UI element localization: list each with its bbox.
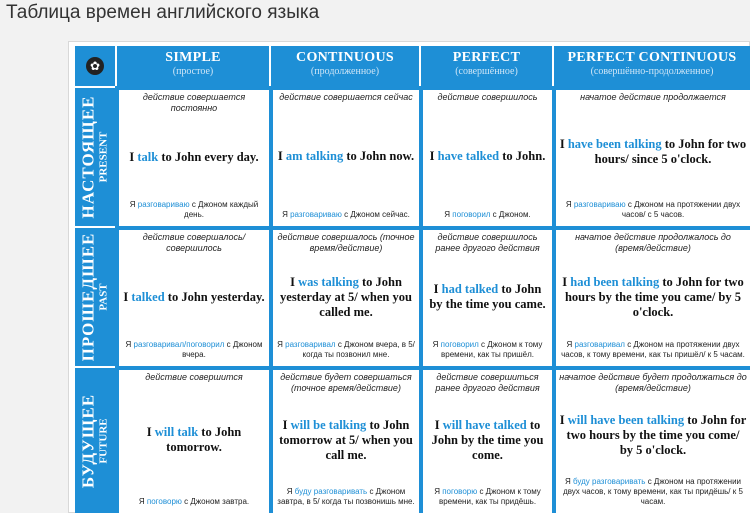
row-title: ПРОШЕДШЕЕ (78, 232, 98, 362)
example-verb: had talked (441, 282, 499, 296)
example-pre: I (562, 274, 571, 289)
usage-note: действие совершается постоянно (142, 92, 246, 113)
example-verb: have been talking (567, 136, 662, 151)
row-subtitle: PRESENT (97, 131, 110, 183)
translation-verb: разговариваю (137, 200, 190, 209)
translation (426, 340, 549, 360)
translation (276, 487, 416, 507)
row-header-present (75, 86, 115, 226)
example-verb: was talking (298, 274, 359, 289)
cell-future-continuous (271, 368, 419, 513)
example-post: to John yesterday at 5/ when you called me. (280, 274, 412, 319)
column-header-perfect-continuous (552, 46, 750, 86)
translation-post: с Джоном сейчас. (341, 210, 410, 219)
row-title: НАСТОЯЩЕЕ (78, 95, 98, 219)
example-verb: talked (131, 289, 165, 304)
row-header-future (75, 366, 115, 513)
example-pre: I (429, 149, 438, 163)
usage-note: действие будет совершаться (точное время/действие) (280, 372, 412, 393)
translation-verb: разговаривал/поговорил (133, 340, 225, 349)
translation-pre: Я (125, 340, 134, 349)
example-post: to John. (499, 149, 546, 163)
translation-post: с Джоном вчера, в 5/ когда ты позвонил мне. (302, 340, 415, 359)
translation (559, 200, 747, 220)
column-subtitle: (продолженное) (310, 66, 380, 77)
usage-note: действие совершиться ранее другого действия (435, 372, 540, 393)
column-header-simple (115, 46, 269, 86)
usage-note: действие совершалось (точное время/действие) (277, 232, 415, 253)
column-subtitle: (совершённое) (455, 66, 518, 77)
column-title: PERFECT (452, 50, 521, 65)
translation-verb: поговорю (442, 487, 478, 496)
translation-post: с Джоном завтра, в 5/ когда ты позвонишь мне. (277, 487, 415, 506)
example-post: to John for two hours by the time you come/ by 5 o'clock. (566, 413, 747, 457)
example-pre: I (277, 149, 286, 163)
translation-pre: Я (286, 487, 295, 496)
translation-verb: буду разговаривать (294, 487, 368, 496)
corner-cell (75, 46, 115, 86)
example-pre: I (559, 413, 568, 427)
translation-post: с Джоном на протяжении двух часов, к тому времени, как ты придёшь/ к 5 часам. (563, 477, 743, 506)
cell-past-continuous (271, 228, 419, 366)
translation (444, 210, 530, 220)
translation-pre: Я (432, 340, 441, 349)
translation-post: с Джоном к тому времени, как ты придёшь. (438, 487, 541, 506)
example-pre: I (434, 418, 443, 432)
translation (139, 497, 249, 507)
column-header-continuous (269, 46, 419, 86)
example-post: to John yesterday. (164, 289, 265, 304)
cell-present-perfect (421, 88, 552, 226)
example-verb: will have been talking (567, 413, 685, 427)
translation-pre: Я (129, 200, 138, 209)
example-sentence (276, 394, 416, 487)
example-sentence (559, 394, 747, 477)
translation-verb: разговариваю (573, 200, 626, 209)
example-sentence (426, 394, 549, 487)
translation-post: с Джоном на протяжении двух часов/ с 5 часов. (621, 200, 741, 219)
translation (122, 200, 266, 220)
example-pre: I (559, 136, 568, 151)
usage-note: начатое действие будет продолжаться до (время/действие) (559, 372, 747, 393)
example-post: to John every day. (158, 149, 259, 164)
usage-note: действие совершалось/совершилось (142, 232, 246, 253)
translation (282, 210, 410, 220)
cell-future-simple (117, 368, 269, 513)
example-post: to John for two hours/ since 5 o'clock. (594, 136, 747, 166)
translation (276, 340, 416, 360)
cell-future-perfect (421, 368, 552, 513)
translation (559, 340, 747, 360)
cell-present-simple (117, 88, 269, 226)
usage-note: действие совершается сейчас (279, 92, 413, 102)
translation-pre: Я (565, 200, 574, 209)
column-title: SIMPLE (165, 50, 221, 65)
example-sentence (559, 254, 747, 340)
row-subtitle: FUTURE (97, 417, 110, 464)
translation-post: с Джоном вчера. (182, 340, 263, 359)
translation-post: с Джоном. (490, 210, 531, 219)
translation-post: с Джоном к тому времени, как ты пришёл. (441, 340, 543, 359)
page-title: Таблица времен английского языка (6, 2, 320, 23)
example-sentence (276, 254, 416, 340)
translation-verb: поговорил (440, 340, 479, 349)
cell-present-perfect-continuous (554, 88, 750, 226)
example-sentence (278, 103, 414, 210)
translation-verb: поговорил (452, 210, 491, 219)
column-header-perfect (419, 46, 552, 86)
translation-verb: разговаривал (574, 340, 625, 349)
example-post: to John tomorrow. (166, 425, 242, 454)
translation-pre: Я (138, 497, 147, 506)
example-verb: will be talking (290, 418, 367, 432)
cell-past-perfect (421, 228, 552, 366)
example-sentence (129, 114, 258, 200)
example-pre: I (433, 282, 442, 296)
tenses-table (75, 46, 750, 513)
translation-verb: поговорю (146, 497, 182, 506)
example-verb: had been talking (570, 274, 660, 289)
example-sentence (430, 103, 546, 210)
example-post: to John now. (343, 149, 415, 163)
column-subtitle: (совершённо-продолженное) (590, 66, 714, 77)
translation-post: с Джоном завтра. (181, 497, 250, 506)
usage-note: действие совершится (145, 372, 243, 382)
example-post: to John tomorrow at 5/ when you call me. (279, 418, 413, 462)
column-subtitle: (простое) (172, 66, 214, 77)
usage-note: действие совершилось (437, 92, 538, 102)
translation (426, 487, 549, 507)
usage-note: начатое действие продолжалось до (время/действие) (575, 232, 731, 253)
cell-future-perfect-continuous (554, 368, 750, 513)
example-post: to John by the time you come. (431, 418, 544, 462)
translation-pre: Я (434, 487, 443, 496)
cell-past-perfect-continuous (554, 228, 750, 366)
translation-post: с Джоном каждый день. (184, 200, 259, 219)
example-post: to John for two hours by the time you came/ by 5 o'clock. (564, 274, 744, 319)
example-post: to John by the time you came. (429, 282, 546, 311)
usage-note: действие совершилось ранее другого действия (435, 232, 540, 253)
example-pre: I (129, 149, 138, 164)
translation-verb: разговаривал (285, 340, 336, 349)
cell-past-simple (117, 228, 269, 366)
translation (559, 477, 747, 507)
example-pre: I (123, 289, 132, 304)
row-header-past (75, 226, 115, 366)
column-title: PERFECT CONTINUOUS (567, 50, 737, 65)
row-subtitle: PAST (97, 283, 110, 311)
example-verb: am talking (285, 149, 344, 163)
translation-pre: Я (564, 477, 573, 486)
example-pre: I (146, 425, 155, 439)
example-sentence (426, 254, 549, 340)
translation-pre: Я (282, 210, 291, 219)
translation-pre: Я (566, 340, 575, 349)
translation-verb: буду разговаривать (572, 477, 646, 486)
example-verb: talk (137, 149, 159, 164)
translation-pre: Я (277, 340, 286, 349)
example-pre: I (282, 418, 291, 432)
column-title: CONTINUOUS (296, 50, 394, 65)
example-verb: will have talked (442, 418, 527, 432)
translation (122, 340, 266, 360)
example-verb: have talked (437, 149, 500, 163)
cell-present-continuous (271, 88, 419, 226)
example-sentence (122, 383, 266, 497)
row-title: БУДУЩЕЕ (78, 393, 98, 488)
example-sentence (559, 103, 747, 200)
example-pre: I (290, 274, 299, 289)
translation-post: с Джоном на протяжении двух часов, к тому времени, как ты пришёл/ к 5 часам. (561, 340, 745, 359)
translation-pre: Я (444, 210, 453, 219)
example-verb: will talk (154, 425, 199, 439)
example-sentence (123, 254, 264, 340)
translation-verb: разговариваю (290, 210, 342, 219)
usage-note: начатое действие продолжается (580, 92, 726, 102)
gear-icon: ✿ (86, 57, 104, 75)
